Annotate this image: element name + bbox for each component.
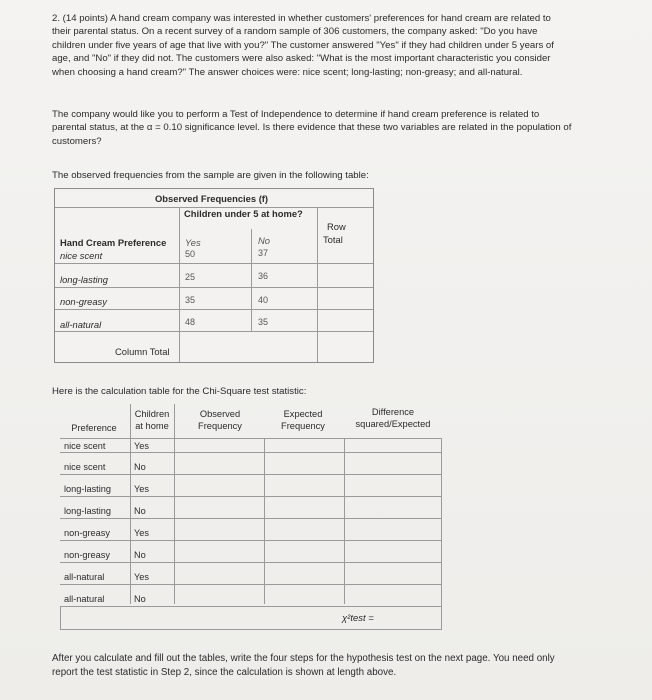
divider	[179, 207, 180, 362]
cell-value: 36	[258, 271, 269, 281]
divider	[60, 584, 442, 585]
header-observed: Observed Frequency	[198, 409, 242, 431]
divider	[174, 404, 175, 604]
divider	[60, 452, 442, 453]
child-cell: Yes	[134, 441, 149, 451]
cell-value: 35	[185, 295, 196, 305]
divider	[60, 518, 442, 519]
row-label: all-natural	[60, 319, 102, 330]
header-preference: Preference	[71, 423, 117, 433]
observed-table-subtitle: Children under 5 at home?	[184, 208, 303, 219]
divider	[60, 606, 61, 630]
child-cell: Yes	[134, 484, 149, 494]
divider	[251, 229, 252, 332]
divider	[60, 629, 442, 630]
cell-value: 48	[185, 317, 196, 327]
divider	[264, 438, 265, 604]
cell-value: 40	[258, 295, 269, 305]
question-intro: 2. (14 points) A hand cream company was interested in whether customers' preferences for hand cream are related to their parental status. On a recent survey of a random sample of 306 customers, the company asked: "Do you have children under five years of age that live with you?" The customer answered "Yes" if they had children under 5 years of age, and "No" if they did not. The customers were also asked: "What is the most important characteristic you consider when choosing a hand cream?" The answer choices were: nice scent; long-lasting; non-greasy; and all-natural.	[52, 13, 554, 78]
header-difference: Difference squared/Expected	[355, 407, 431, 429]
calc-intro: Here is the calculation table for the Chi-Square test statistic:	[52, 386, 307, 397]
child-cell: Yes	[134, 572, 149, 582]
row-header: Hand Cream Preference	[60, 237, 167, 248]
closing-instructions: After you calculate and fill out the tables, write the four steps for the hypothesis test on the next page. You need only report the test statistic in Step 2, since the calculation is shown at length above.	[52, 653, 555, 678]
divider	[60, 562, 442, 563]
divider	[130, 404, 131, 604]
header-expected: Expected Frequency	[281, 409, 325, 431]
divider	[60, 540, 442, 541]
cell-value: 50	[185, 249, 196, 259]
question-task: The company would like you to perform a Test of Independence to determine if hand cream preference is related to parental status, at the α = 0.10 significance level. Is there evidence that these two variables are related in the population of customers?	[52, 109, 572, 147]
row-total-header: Row	[327, 221, 346, 232]
col-no-header: No	[258, 235, 270, 246]
row-label: non-greasy	[60, 296, 107, 307]
divider	[441, 438, 442, 630]
col-yes-header: Yes	[185, 237, 201, 248]
pref-cell: nice scent	[64, 441, 106, 451]
chi-square-calculation-table	[60, 404, 442, 630]
row-total-header-line2: Total	[323, 234, 343, 245]
divider	[60, 438, 442, 439]
child-cell: No	[134, 550, 146, 560]
divider	[317, 207, 318, 362]
pref-cell: nice scent	[64, 462, 106, 472]
cell-value: 35	[258, 317, 269, 327]
divider	[60, 496, 442, 497]
divider	[55, 287, 373, 288]
divider	[60, 606, 442, 607]
row-label: nice scent	[60, 250, 103, 261]
pref-cell: long-lasting	[64, 484, 111, 494]
observed-frequencies-table	[54, 188, 374, 363]
cell-value: 37	[258, 248, 269, 258]
cell-value: 25	[185, 272, 196, 282]
row-label: long-lasting	[60, 274, 108, 285]
divider	[55, 309, 373, 310]
divider	[60, 474, 442, 475]
child-cell: No	[134, 506, 146, 516]
pref-cell: all-natural	[64, 572, 105, 582]
header-children: Children at home	[134, 409, 170, 431]
divider	[344, 438, 345, 604]
pref-cell: long-lasting	[64, 506, 111, 516]
pref-cell: non-greasy	[64, 550, 110, 560]
pref-cell: non-greasy	[64, 528, 110, 538]
column-total-label: Column Total	[115, 346, 170, 357]
divider	[55, 263, 373, 264]
observed-table-title: Observed Frequencies (f)	[155, 193, 269, 204]
child-cell: No	[134, 594, 146, 604]
pref-cell: all-natural	[64, 594, 105, 604]
divider	[55, 331, 373, 332]
child-cell: No	[134, 462, 146, 472]
child-cell: Yes	[134, 528, 149, 538]
observed-intro: The observed frequencies from the sample are given in the following table:	[52, 170, 369, 181]
chi-square-label: χ²test =	[342, 613, 374, 624]
